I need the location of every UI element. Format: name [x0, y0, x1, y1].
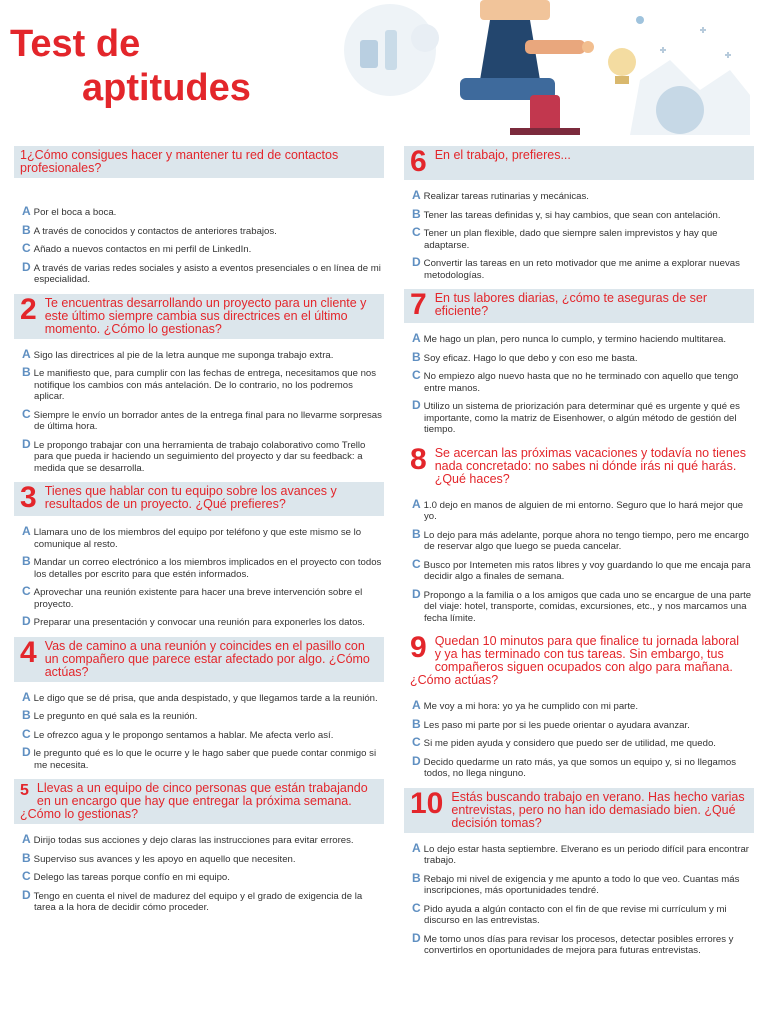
question-9-text: Quedan 10 minutos para que finalice tu jornada laboral y ya has terminado con tus tareas. Sin embargo, tus compañeros siguen ocupados con algo para mañana. ¿Cómo actúas?	[410, 634, 740, 687]
option-letter: B	[22, 708, 31, 722]
question-3-option-d[interactable]	[22, 616, 384, 629]
option-letter: B	[412, 206, 421, 221]
question-3-option-a[interactable]	[22, 526, 384, 550]
question-6-option-b[interactable]	[412, 206, 754, 222]
question-1-option-d[interactable]	[22, 259, 384, 286]
option-text: No empiezo algo nuevo hasta que no he terminado con aquello que tengo entre manos.	[423, 371, 739, 394]
option-text: Decido quedarme un rato más, ya que somos un equipo y, si no llegamos todos, no llega ninguno.	[423, 756, 736, 779]
option-text: Lo dejo para más adelante, porque ahora no tengo tiempo, pero me encargo de reservar algo que luego se pueda cancelar.	[423, 529, 750, 552]
question-5-option-a[interactable]	[22, 834, 384, 847]
option-text: Propongo a la familia o a los amigos que cada uno se encargue de una parte del viaje: hotel, transporte, comidas, excursiones, etc., y nos marcamos una fecha límite.	[423, 589, 752, 624]
question-9-option-b[interactable]	[412, 716, 754, 732]
option-text: Pido ayuda a algún contacto con el fin de que revise mi currículum y mi discurso en las entrevistas.	[423, 903, 727, 926]
question-8-option-a[interactable]	[412, 496, 754, 523]
option-letter: B	[412, 716, 421, 731]
option-text: Me hago un plan, pero nunca lo cumplo, y termino haciendo multitarea.	[423, 334, 727, 345]
question-3-option-c[interactable]	[22, 586, 384, 610]
option-text: A través de varias redes sociales y asisto a eventos presenciales o en línea de mi especialidad.	[33, 262, 381, 285]
question-8-text: Se acercan las próximas vacaciones y todavía no tienes nada concretado: no sabes ni dónde irás ni qué harás. ¿Qué haces?	[434, 445, 746, 486]
option-text: Sigo las directrices al pie de la letra aunque me suponga trabajo extra.	[33, 349, 334, 361]
option-text: Convertir las tareas en un reto motivador que me anime a explorar nuevas metodologías.	[423, 258, 740, 281]
option-letter: D	[412, 586, 421, 601]
option-letter: D	[412, 753, 421, 768]
option-letter: D	[22, 614, 31, 628]
option-text: Me voy a mi hora: yo ya he cumplido con mi parte.	[423, 701, 639, 712]
option-letter: C	[412, 900, 421, 915]
option-letter: C	[22, 406, 31, 421]
hero-illustration	[330, 0, 750, 135]
option-text: Le propongo trabajar con una herramienta de trabajo colaborativo como Trello para que pueda ir haciendo un seguimiento del proyecto y dar su feedback: a medida que se desarrolla.	[33, 439, 366, 474]
question-4-heading	[14, 637, 384, 682]
option-letter: B	[22, 222, 31, 237]
option-text: Preparar una presentación y convocar una reunión para exponerles los datos.	[33, 617, 365, 628]
option-text: Le digo que se dé prisa, que anda despistado, y que llegamos tarde a la reunión.	[33, 692, 378, 704]
option-letter: D	[412, 930, 421, 945]
question-3-text: Tienes que hablar con tu equipo sobre los avances y resultados de un proyecto. ¿Qué prefieres?	[44, 484, 337, 511]
question-6-option-d[interactable]	[412, 257, 754, 281]
option-letter: B	[22, 850, 31, 865]
question-2-option-a[interactable]	[22, 346, 384, 362]
option-letter: C	[412, 556, 421, 571]
option-letter: A	[22, 346, 31, 361]
option-letter: D	[22, 887, 31, 902]
option-letter: B	[412, 870, 421, 885]
question-7-option-a[interactable]	[412, 333, 754, 346]
option-text: 1.0 dejo en manos de alguien de mi entorno. Seguro que lo hará mejor que yo.	[423, 499, 744, 522]
question-1-number: 1	[20, 148, 27, 162]
question-4-option-a[interactable]	[22, 689, 384, 705]
question-5-option-d[interactable]	[22, 887, 384, 914]
question-1-heading	[14, 146, 384, 178]
option-letter: A	[412, 496, 421, 511]
option-letter: A	[22, 204, 31, 218]
question-6-heading	[404, 146, 754, 180]
question-3-number: 3	[20, 482, 37, 514]
question-6-text: En el trabajo, prefieres...	[434, 148, 571, 162]
page-title	[10, 22, 251, 110]
option-letter: A	[412, 188, 421, 202]
option-text: Busco por Intemeten mis ratos libres y voy guardando lo que me encaja para decidir algo a finales de semana.	[423, 559, 751, 582]
question-9-heading	[404, 632, 754, 690]
question-7-option-d[interactable]	[412, 400, 754, 436]
option-letter: A	[22, 524, 31, 538]
question-10-option-a[interactable]	[412, 840, 754, 867]
question-4-option-d[interactable]	[22, 747, 384, 771]
option-letter: A	[22, 689, 31, 704]
option-text: Mandar un correo electrónico a los miembros implicados en el proyecto con todos los detalles por escrito para que estén informados.	[33, 557, 382, 580]
question-2	[14, 294, 384, 475]
option-letter: C	[22, 869, 31, 883]
question-2-option-c[interactable]	[22, 406, 384, 433]
option-text: Me tomo unos días para revisar los procesos, detectar posibles errores y convertirlos en oportunidades de mejora para futuras entrevistas.	[423, 933, 734, 956]
option-text: Rebajo mi nivel de exigencia y me apunto a todo lo que veo. Cuantas más inscripciones, más oportunidades tendré.	[423, 873, 740, 896]
option-text: Tener un plan flexible, dado que siempre salen imprevistos y hay que adaptarse.	[423, 228, 718, 251]
question-7	[404, 289, 754, 436]
question-7-number: 7	[410, 289, 427, 321]
option-letter: C	[412, 735, 421, 749]
title-line-1: Test de	[10, 23, 141, 65]
option-text: Lo dejo estar hasta septiembre. Elverano es un periodo difícil para encontrar trabajo.	[423, 843, 749, 866]
question-10-number: 10	[410, 787, 444, 820]
question-6-option-a[interactable]	[412, 190, 754, 203]
question-9-number: 9	[410, 632, 427, 664]
option-letter: C	[22, 726, 31, 741]
question-9-option-d[interactable]	[412, 753, 754, 780]
option-letter: A	[412, 331, 421, 345]
question-10-option-b[interactable]	[412, 870, 754, 897]
questions-right-column	[404, 146, 754, 965]
question-9	[404, 632, 754, 780]
question-2-number: 2	[20, 293, 37, 326]
question-8	[404, 444, 754, 625]
question-10-text: Estás buscando trabajo en verano. Has hecho varias entrevistas, pero no han ido demasiado bien. ¿Qué decisión tomas?	[451, 789, 745, 830]
option-text: Llamara uno de los miembros del equipo por teléfono y que este mismo se lo comunique al resto.	[33, 527, 362, 550]
question-8-option-b[interactable]	[412, 526, 754, 553]
question-10	[404, 788, 754, 957]
question-6-number: 6	[410, 146, 427, 178]
option-text: A través de conocidos y contactos de anteriores trabajos.	[33, 225, 277, 237]
option-text: Les paso mi parte por si les puede orientar o ayudara avanzar.	[423, 719, 690, 731]
question-9-option-c[interactable]	[412, 737, 754, 750]
question-3-heading	[14, 482, 384, 516]
option-letter: C	[22, 584, 31, 598]
question-1	[14, 146, 384, 286]
option-text: le pregunto qué es lo que le ocurre y le hago saber que puede contar conmigo si me necesita.	[33, 748, 377, 771]
option-letter: C	[412, 368, 421, 382]
option-text: Superviso sus avances y les apoyo en aquello que necesiten.	[33, 853, 296, 865]
title-line-2: aptitudes	[82, 67, 251, 109]
question-4-option-b[interactable]	[22, 710, 384, 723]
questions-left-column	[14, 146, 384, 922]
option-letter: D	[412, 255, 421, 269]
question-2-option-b[interactable]	[22, 367, 384, 403]
question-2-text: Te encuentras desarrollando un proyecto para un cliente y este último siempre cambia sus directrices en el último momento. ¿Cómo lo gestionas?	[44, 295, 367, 336]
question-4	[14, 637, 384, 772]
question-5-number: 5	[20, 782, 29, 799]
question-5-heading	[14, 779, 384, 824]
question-2-heading	[14, 294, 384, 339]
question-10-heading	[404, 788, 754, 833]
option-text: Le manifiesto que, para cumplir con las fechas de entrega, necesitamos que nos notifique los cambios con más antelación. De lo contrario, no los podremos aplicar.	[33, 368, 377, 402]
option-text: Añado a nuevos contactos en mi perfil de LinkedIn.	[33, 244, 252, 255]
option-text: Le ofrezco agua y le propongo sentamos a hablar. Me afecta verlo así.	[33, 729, 334, 741]
question-2-option-d[interactable]	[22, 436, 384, 475]
question-1-option-a[interactable]	[22, 206, 384, 219]
question-1-option-b[interactable]	[22, 222, 384, 238]
option-text: Delego las tareas porque confío en mi equipo.	[33, 872, 230, 883]
option-letter: D	[22, 436, 31, 451]
option-letter: D	[22, 745, 31, 759]
option-text: Tener las tareas definidas y, si hay cambios, que sean con antelación.	[423, 209, 721, 221]
question-7-heading	[404, 289, 754, 323]
option-letter: C	[412, 225, 421, 239]
option-letter: B	[412, 526, 421, 541]
question-4-option-c[interactable]	[22, 726, 384, 742]
question-10-option-d[interactable]	[412, 930, 754, 957]
option-letter: A	[22, 832, 31, 846]
question-10-option-c[interactable]	[412, 900, 754, 927]
option-text: Dirijo todas sus acciones y dejo claras las instrucciones para evitar errores.	[33, 835, 354, 846]
option-text: Tengo en cuenta el nivel de madurez del equipo y el grado de exigencia de la tarea a la hora de decidir cómo proceder.	[33, 890, 363, 913]
question-7-text: En tus labores diarias, ¿cómo te aseguras de ser eficiente?	[434, 291, 708, 318]
question-8-option-c[interactable]	[412, 556, 754, 583]
option-letter: D	[22, 259, 31, 274]
question-1-text: ¿Cómo consigues hacer y mantener tu red de contactos profesionales?	[20, 148, 339, 175]
question-5-option-c[interactable]	[22, 871, 384, 884]
question-8-option-d[interactable]	[412, 586, 754, 625]
question-9-option-a[interactable]	[412, 700, 754, 713]
option-letter: B	[22, 554, 31, 568]
option-text: Utilizo un sistema de priorización para determinar qué es urgente y qué es importante, como la matriz de Eisenhower, o algún método de gestión del tiempo.	[423, 401, 740, 435]
option-letter: B	[412, 349, 421, 364]
option-letter: B	[22, 365, 31, 379]
question-1-option-c[interactable]	[22, 243, 384, 256]
question-5	[14, 779, 384, 914]
option-letter: A	[412, 698, 421, 712]
question-4-text: Vas de camino a una reunión y coincides en el pasillo con un compañero que parece estar afectado por algo. ¿Cómo actúas?	[44, 638, 370, 679]
question-6-option-c[interactable]	[412, 227, 754, 251]
option-text: Le pregunto en qué sala es la reunión.	[33, 711, 198, 722]
question-5-text: Llevas a un equipo de cinco personas que están trabajando en un encargo que hay que entregar la próxima semana. ¿Cómo lo gestionas?	[20, 781, 368, 821]
question-3	[14, 482, 384, 629]
option-letter: D	[412, 398, 421, 412]
question-3-option-b[interactable]	[22, 556, 384, 580]
question-8-heading	[404, 444, 754, 489]
option-text: Si me piden ayuda y considero que puedo ser de utilidad, me quedo.	[423, 738, 716, 749]
option-text: Soy eficaz. Hago lo que debo y con eso me basta.	[423, 352, 638, 364]
question-8-number: 8	[410, 443, 427, 476]
option-text: Realizar tareas rutinarias y mecánicas.	[423, 191, 589, 202]
option-text: Aprovechar una reunión existente para hacer una breve intervención sobre el proyecto.	[33, 587, 363, 610]
question-7-option-c[interactable]	[412, 370, 754, 394]
option-text: Por el boca a boca.	[33, 207, 117, 218]
option-letter: A	[412, 840, 421, 855]
question-6	[404, 146, 754, 281]
question-4-number: 4	[20, 636, 37, 669]
option-letter: C	[22, 241, 31, 255]
question-5-option-b[interactable]	[22, 850, 384, 866]
question-7-option-b[interactable]	[412, 349, 754, 365]
option-text: Siempre le envío un borrador antes de la entrega final para no llevarme sorpresas de última hora.	[33, 409, 382, 432]
